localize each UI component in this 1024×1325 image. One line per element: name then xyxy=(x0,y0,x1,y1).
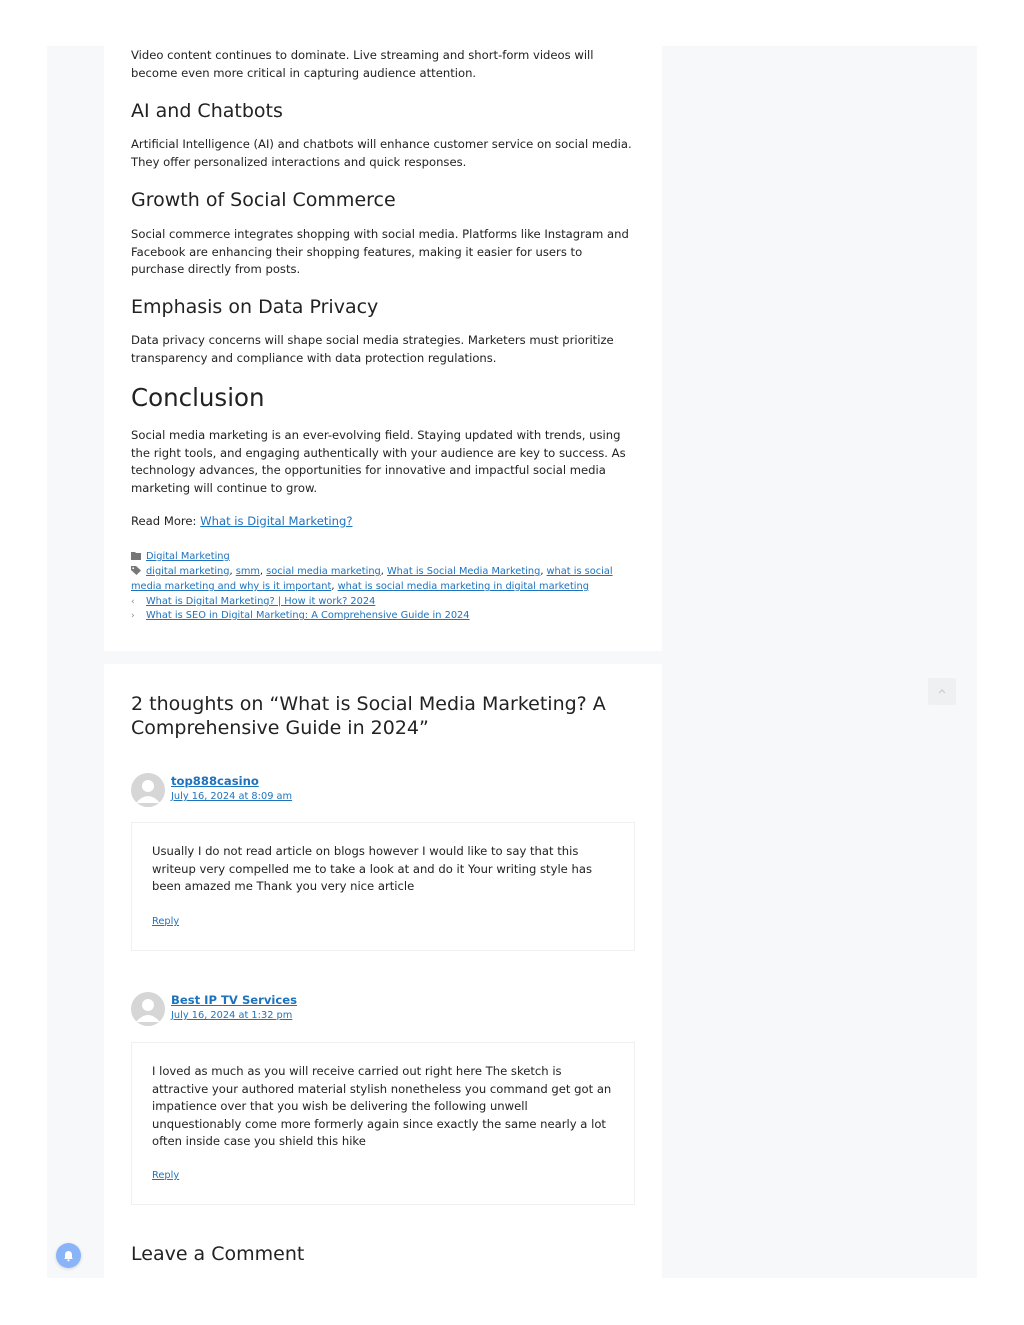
next-post-link[interactable]: What is SEO in Digital Marketing: A Comprehensive Guide in 2024 xyxy=(146,610,470,621)
chevron-right-icon: › xyxy=(131,611,135,621)
sidebar xyxy=(662,46,977,1278)
comment-date-link[interactable]: July 16, 2024 at 8:09 am xyxy=(171,791,293,802)
post-categories xyxy=(131,549,631,564)
article-content xyxy=(104,46,662,651)
avatar-silhouette-icon xyxy=(131,992,165,1026)
bell-icon xyxy=(56,1243,81,1268)
conclusion-heading: Conclusion xyxy=(131,383,265,412)
chevron-left-icon: ‹ xyxy=(131,597,135,607)
tag-link[interactable]: what is social media marketing and why is it important xyxy=(131,566,613,592)
section-heading-ai: AI and Chatbots xyxy=(131,100,283,122)
comment-text: I loved as much as you will receive carried out right here The sketch is attractive your authored material stylish nonetheless you command get got an impatience over that you wish be delivering the following unwell unquestionably come more formerly again since exactly the same nearly a lot often inside case you shield this hike xyxy=(152,1064,612,1148)
next-post-nav xyxy=(131,608,631,624)
category-link[interactable]: Digital Marketing xyxy=(146,551,230,562)
comment-date-link[interactable]: July 16, 2024 at 1:32 pm xyxy=(171,1010,293,1021)
leave-comment-heading: Leave a Comment xyxy=(131,1243,305,1265)
section-text-data-privacy: Data privacy concerns will shape social media strategies. Marketers must prioritize transparency and compliance with data protection regulations. xyxy=(131,333,614,365)
section-heading-data-privacy: Emphasis on Data Privacy xyxy=(131,296,379,318)
comment-body xyxy=(131,822,635,951)
section-text-social-commerce: Social commerce integrates shopping with social media. Platforms like Instagram and Facebook are enhancing their shopping features, making it easier for users to purchase directly from posts. xyxy=(131,227,629,276)
conclusion-paragraph: Social media marketing is an ever-evolving field. Staying updated with trends, using the right tools, and engaging authentically with your audience are key to success. As technology advances, the opportunities for innovative and impactful social media marketing will continue to grow. xyxy=(131,428,626,495)
avatar-silhouette-icon xyxy=(131,773,165,807)
tag-link[interactable]: what is social media marketing in digital marketing xyxy=(337,581,589,592)
tag-link[interactable]: social media marketing xyxy=(266,566,381,577)
read-more-label: Read More: xyxy=(131,514,201,528)
section-text-ai: Artificial Intelligence (AI) and chatbots will enhance customer service on social media. They offer personalized interactions and quick responses. xyxy=(131,137,632,169)
comments-section xyxy=(104,664,662,1278)
post-tags: digital marketing, smm, social media marketing, What is Social Media Marketing, what is social media marketing and why is it important, what is social media marketing in digital marketing xyxy=(131,566,613,592)
comment-body xyxy=(131,1042,635,1205)
tag-icon xyxy=(131,566,141,575)
tag-link[interactable]: What is Social Media Marketing xyxy=(386,566,541,577)
read-more xyxy=(131,513,636,531)
notification-button[interactable] xyxy=(56,1243,81,1268)
avatar xyxy=(131,992,165,1026)
tag-link[interactable]: digital marketing xyxy=(146,566,230,577)
section-heading-social-commerce: Growth of Social Commerce xyxy=(131,189,396,211)
chevron-up-icon xyxy=(928,678,956,705)
scroll-to-top-button[interactable] xyxy=(928,678,956,705)
read-more-link[interactable]: What is Digital Marketing? xyxy=(200,514,353,528)
prev-post-link[interactable]: What is Digital Marketing? | How it work? 2024 xyxy=(146,596,376,607)
comment-text: Usually I do not read article on blogs however I would like to say that this writeup very compelled me to take a look at and do it Your writing style has been amazed me Thank you very nice article xyxy=(152,844,592,893)
intro-paragraph: Video content continues to dominate. Live streaming and short-form videos will become even more critical in capturing audience attention. xyxy=(131,48,594,80)
folder-icon xyxy=(131,551,141,560)
comment-author-link[interactable]: Best IP TV Services xyxy=(171,993,298,1007)
tag-link[interactable]: smm xyxy=(235,566,260,577)
reply-button[interactable]: Reply xyxy=(152,916,180,927)
reply-button[interactable]: Reply xyxy=(152,1170,180,1181)
avatar xyxy=(131,773,165,807)
comment-author-link[interactable]: top888casino xyxy=(171,774,259,788)
comments-title: 2 thoughts on “What is Social Media Marketing? A Comprehensive Guide in 2024” xyxy=(131,693,606,739)
